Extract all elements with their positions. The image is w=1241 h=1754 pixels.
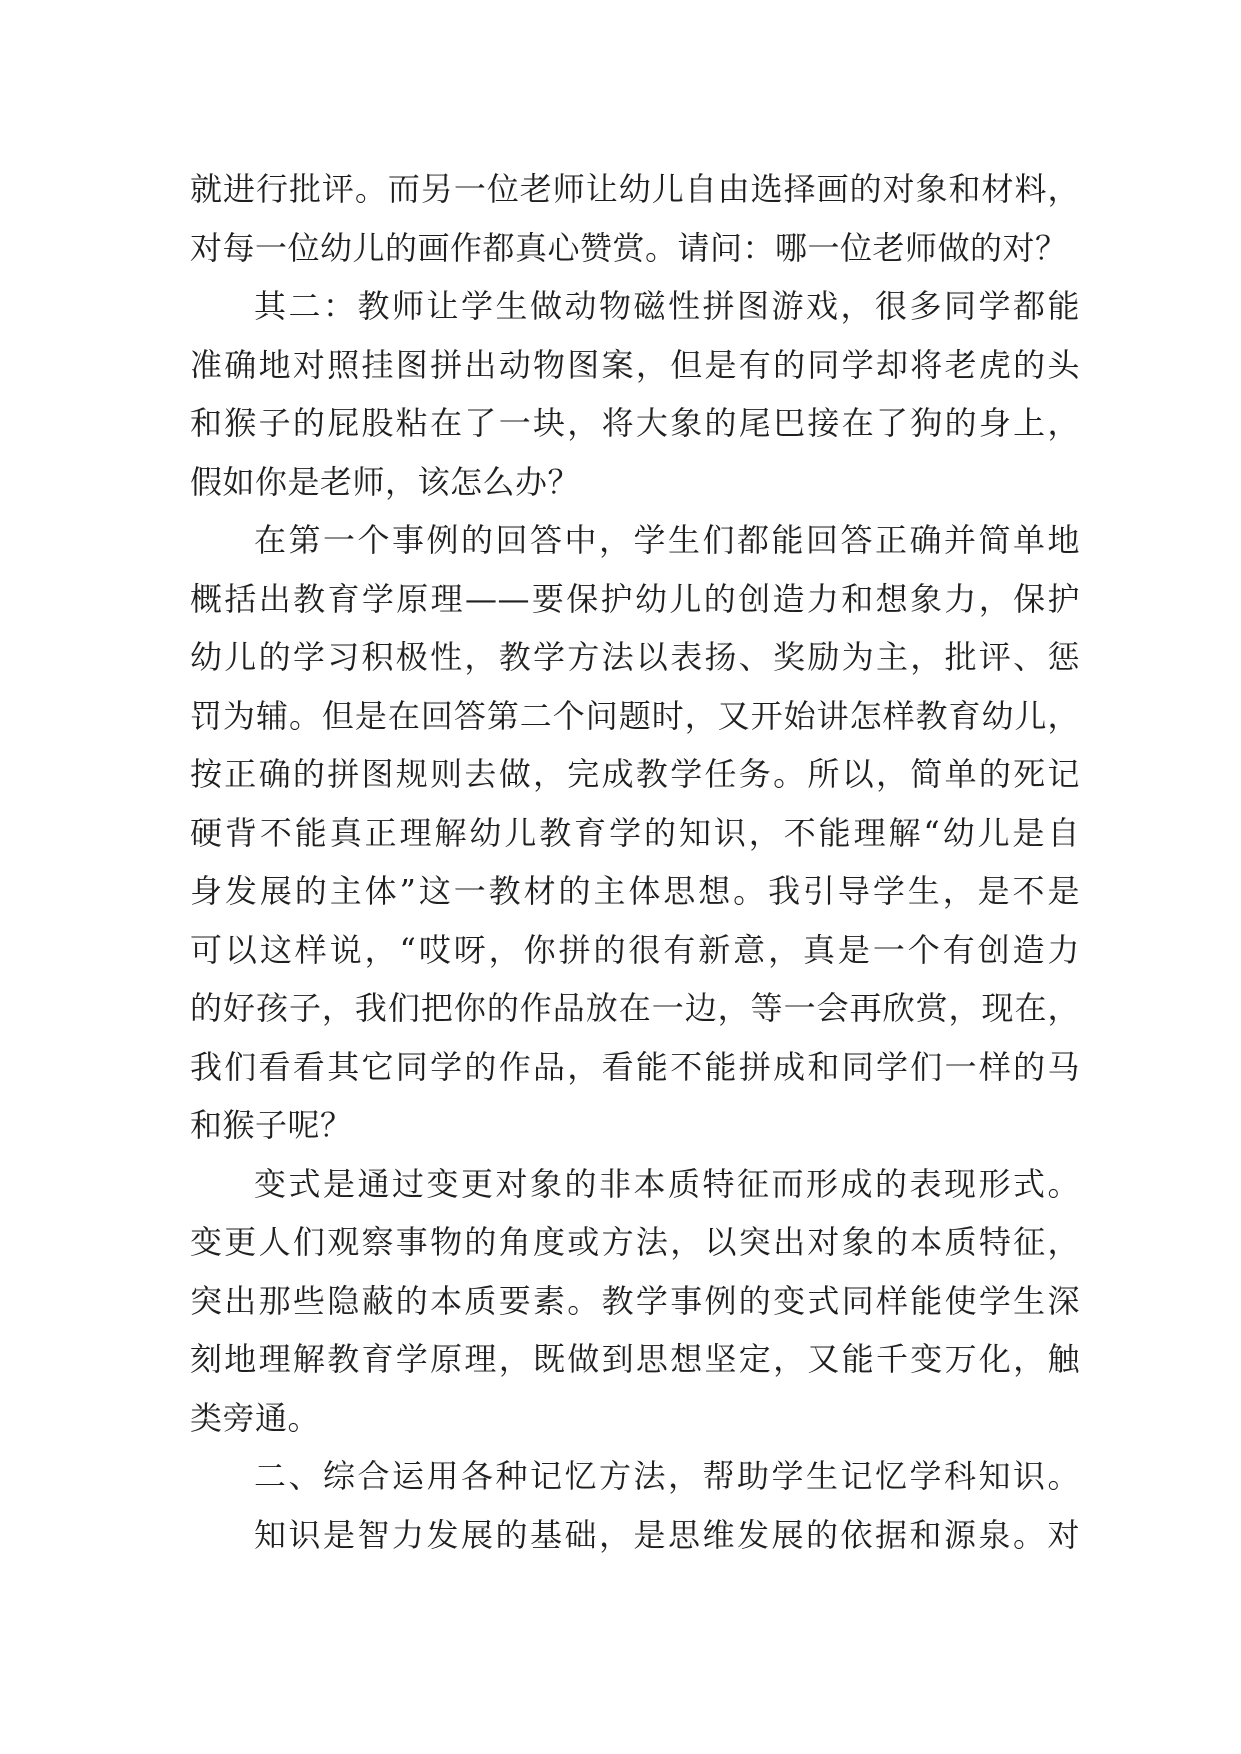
text-line: 罚为辅。但是在回答第二个问题时，又开始讲怎样教育幼儿， (190, 696, 1080, 735)
text-line: 类旁通。 (190, 1398, 321, 1437)
paragraph-first-line: 知识是智力发展的基础，是思维发展的依据和源泉。对 (254, 1515, 1080, 1554)
body-text (190, 160, 1080, 1564)
text-line: 身发展的主体”这一教材的主体思想。我引导学生，是不是 (190, 872, 1080, 910)
text-line: 幼儿的学习积极性，教学方法以表扬、奖励为主，批评、惩 (190, 638, 1080, 676)
text-line: 的好孩子，我们把你的作品放在一边，等一会再欣赏，现在， (190, 989, 1080, 1027)
text-line: 和猴子呢？ (190, 1106, 353, 1144)
text-line: 和猴子的屁股粘在了一块，将大象的尾巴接在了狗的身上， (190, 404, 1080, 442)
text-line: 准确地对照挂图拼出动物图案，但是有的同学却将老虎的头 (190, 345, 1080, 384)
text-line: 对每一位幼儿的画作都真心赞赏。请问：哪一位老师做的对？ (190, 228, 1068, 267)
text-line: 概括出教育学原理——要保护幼儿的创造力和想象力，保护 (190, 579, 1080, 618)
paragraph-first-line: 在第一个事例的回答中，学生们都能回答正确并简单地 (254, 521, 1080, 559)
section-heading: 二、综合运用各种记忆方法，帮助学生记忆学科知识。 (254, 1457, 1080, 1495)
paragraph-first-line: 其二：教师让学生做动物磁性拼图游戏，很多同学都能 (254, 287, 1080, 325)
text-line: 可以这样说，“哎呀，你拼的很有新意，真是一个有创造力 (190, 930, 1080, 969)
text-line: 突出那些隐蔽的本质要素。教学事例的变式同样能使学生深 (190, 1281, 1080, 1320)
text-line: 刻地理解教育学原理，既做到思想坚定，又能千变万化，触 (190, 1340, 1080, 1378)
text-line: 按正确的拼图规则去做，完成教学任务。所以，简单的死记 (190, 755, 1080, 793)
text-line: 硬背不能真正理解幼儿教育学的知识，不能理解“幼儿是自 (190, 813, 1080, 852)
paragraph-first-line: 变式是通过变更对象的非本质特征而形成的表现形式。 (254, 1164, 1080, 1203)
text-line: 假如你是老师，该怎么办？ (190, 462, 581, 501)
text-line: 变更人们观察事物的角度或方法，以突出对象的本质特征， (190, 1223, 1080, 1261)
text-line: 就进行批评。而另一位老师让幼儿自由选择画的对象和材料， (190, 170, 1080, 208)
text-line: 我们看看其它同学的作品，看能不能拼成和同学们一样的马 (190, 1047, 1080, 1086)
